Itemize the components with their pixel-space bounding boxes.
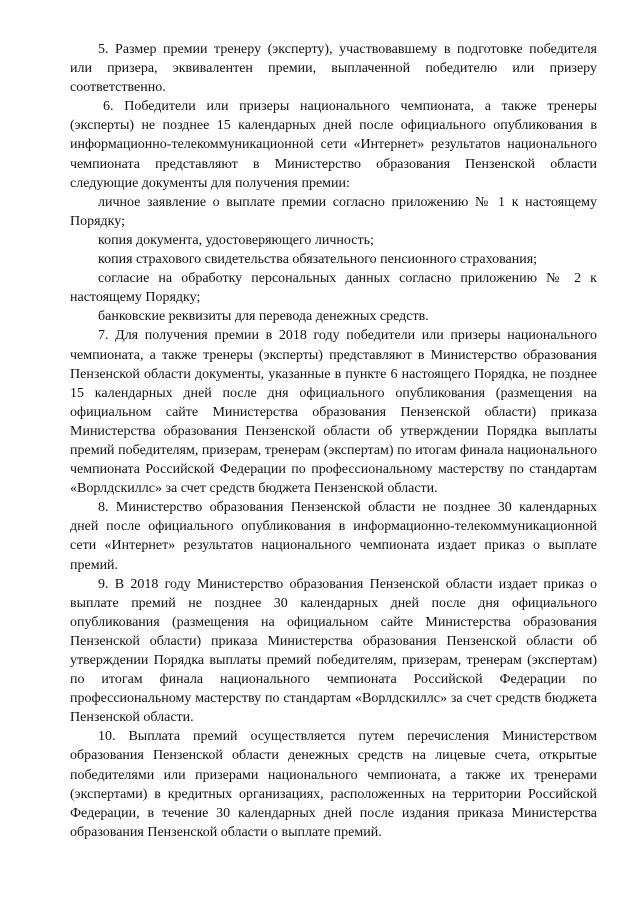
list-item-application: личное заявление о выплате премии согласно приложению № 1 к настоящему Порядку; xyxy=(70,194,597,229)
list-item-identity-document: копия документа, удостоверяющего личность; xyxy=(98,232,374,248)
paragraph-7: 7. Для получения премии в 2018 году победители или призеры национального чемпионата, а также тренеры (эксперты) представляют в Министерство образования Пензенской области документы, указанные в пункте 6 настоящего Порядка, не позднее 15 календарных дней после дня официального опубликования (размещения на официальном сайте Министерства образования Пензенской области) приказа Министерства образования Пензенской области об утверждении Порядка выплаты премий победителям, призерам, тренерам (экспертам) по итогам финала национального чемпионата Российской Федерации по профессиональному мастерству по стандартам «Ворлдскиллс» за счет средств бюджета Пензенской области. xyxy=(70,328,597,497)
list-item-bank-details: банковские реквизиты для перевода денежных средств. xyxy=(98,309,429,325)
paragraph-9: 9. В 2018 году Министерство образования Пензенской области издает приказ о выплате премий не позднее 30 календарных дней после дня официального опубликования (размещения на официальном сайте Министерства образования Пензенской области) приказа Министерства образования Пензенской области об утверждении Порядка выплаты премий победителям, призерам, тренерам (экспертам) по итогам финала национального чемпионата Российской Федерации по профессиональному мастерству по стандартам «Ворлдскиллс» за счет средств бюджета Пензенской области. xyxy=(70,576,597,726)
paragraph-8: 8. Министерство образования Пензенской области не позднее 30 календарных дней после официального опубликования в информационно-телекоммуникационной сети «Интернет» результатов национального чемпионата издает приказ о выплате премий. xyxy=(70,500,597,573)
paragraph-5: 5. Размер премии тренеру (эксперту), участвовавшему в подготовке победителя или призера, эквивалентен премии, выплаченной победителю или призеру соответственно. xyxy=(70,42,597,96)
list-item-insurance-certificate: копия страхового свидетельства обязательного пенсионного страхования; xyxy=(98,252,538,268)
document-page xyxy=(70,40,597,842)
list-item-data-consent: согласие на обработку персональных данных согласно приложению № 2 к настоящему Порядку; xyxy=(70,271,597,306)
paragraph-6: 6. Победители или призеры национального чемпионата, а также тренеры (эксперты) не позднее 15 календарных дней после официального опубликования в информационно-телекоммуникационной сети «Интернет» результатов национального чемпионата представляют в Министерство образования Пензенской области следующие документы для получения премии: xyxy=(70,99,597,191)
paragraph-10: 10. Выплата премий осуществляется путем перечисления Министерством образования Пензенской области денежных средств на лицевые счета, открытые победителями или призерами национального чемпионата, а также их тренерами (экспертами) в кредитных организациях, расположенных на территории Российской Федерации, в течение 30 календарных дней после издания приказа Министерства образования Пензенской области о выплате премий. xyxy=(70,729,597,840)
